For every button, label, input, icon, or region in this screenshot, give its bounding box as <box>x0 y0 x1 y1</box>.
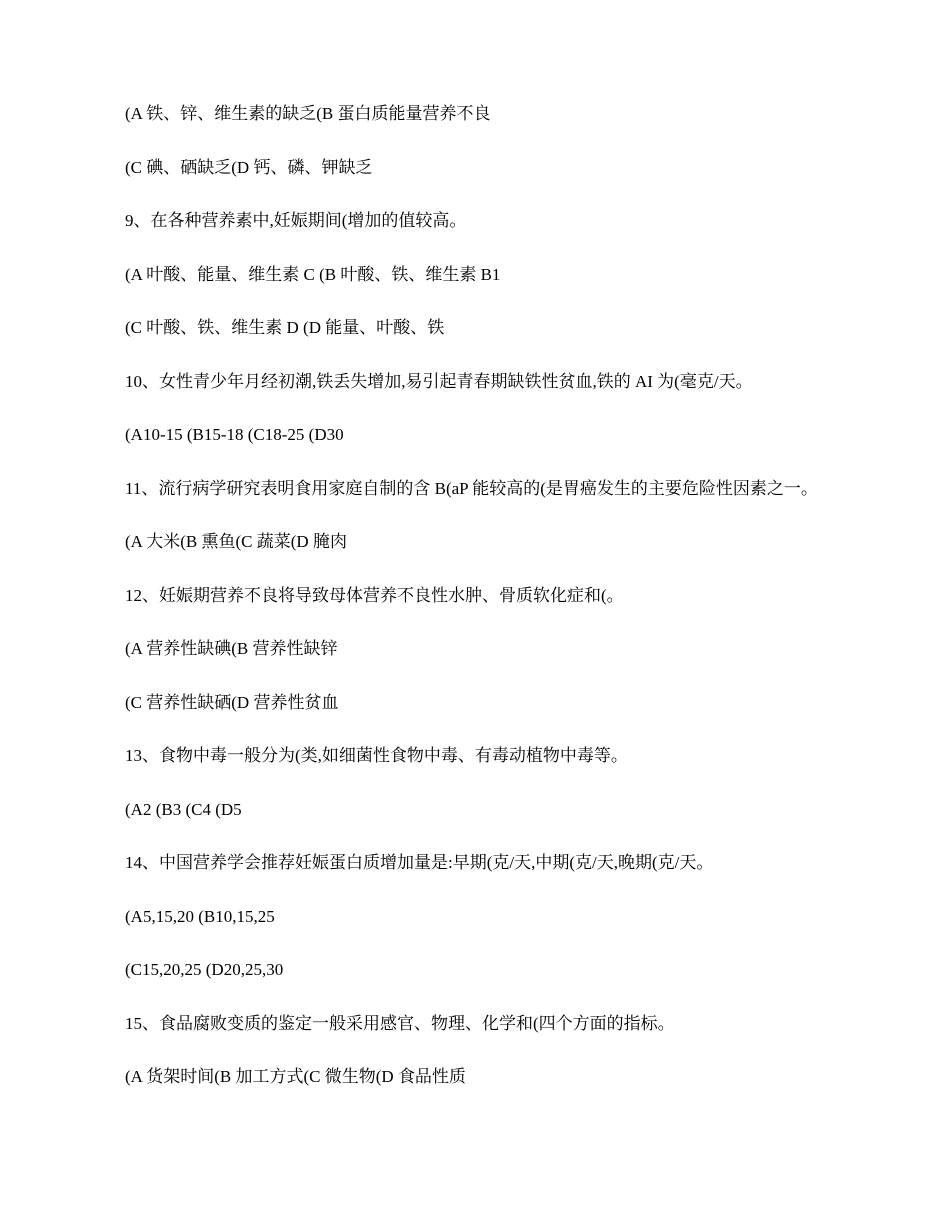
option-line-q11: (A 大米(B 熏鱼(C 蔬菜(D 腌肉 <box>125 532 347 551</box>
option-line-q8-ab: (A 铁、锌、维生素的缺乏(B 蛋白质能量营养不良 <box>125 104 491 123</box>
option-line-q12-ab: (A 营养性缺碘(B 营养性缺锌 <box>125 639 338 658</box>
option-line-q9-ab: (A 叶酸、能量、维生素 C (B 叶酸、铁、维生素 B1 <box>125 264 501 284</box>
option-line-q8-cd: (C 碘、硒缺乏(D 钙、磷、钾缺乏 <box>125 157 373 177</box>
option-line-q9-cd: (C 叶酸、铁、维生素 D (D 能量、叶酸、铁 <box>125 318 445 337</box>
question-14: 14、中国营养学会推荐妊娠蛋白质增加量是:早期(克/天,中期(克/天,晚期(克/天。 <box>125 853 714 872</box>
question-10: 10、女性青少年月经初潮,铁丢失增加,易引起青春期缺铁性贫血,铁的 AI 为(毫克/天。 <box>125 371 753 391</box>
question-9: 9、在各种营养素中,妊娠期间(增加的值较高。 <box>125 211 467 230</box>
question-11: 11、流行病学研究表明食用家庭自制的含 B(aP 能较高的(是胃癌发生的主要危险性因素之一。 <box>125 478 818 498</box>
document-body <box>88 98 858 1115</box>
option-line-q14-cd: (C15,20,25 (D20,25,30 <box>125 960 284 979</box>
option-line-q10: (A10-15 (B15-18 (C18-25 (D30 <box>125 425 344 444</box>
question-12: 12、妊娠期营养不良将导致母体营养不良性水肿、骨质软化症和(。 <box>125 585 624 605</box>
option-line-q13: (A2 (B3 (C4 (D5 <box>125 799 242 819</box>
option-line-q12-cd: (C 营养性缺硒(D 营养性贫血 <box>125 692 339 712</box>
question-15: 15、食品腐败变质的鉴定一般采用感官、物理、化学和(四个方面的指标。 <box>125 1013 675 1033</box>
question-13: 13、食物中毒一般分为(类,如细菌性食物中毒、有毒动植物中毒等。 <box>125 746 628 765</box>
option-line-q15: (A 货架时间(B 加工方式(C 微生物(D 食品性质 <box>125 1067 466 1086</box>
option-line-q14-ab: (A5,15,20 (B10,15,25 <box>125 906 275 926</box>
